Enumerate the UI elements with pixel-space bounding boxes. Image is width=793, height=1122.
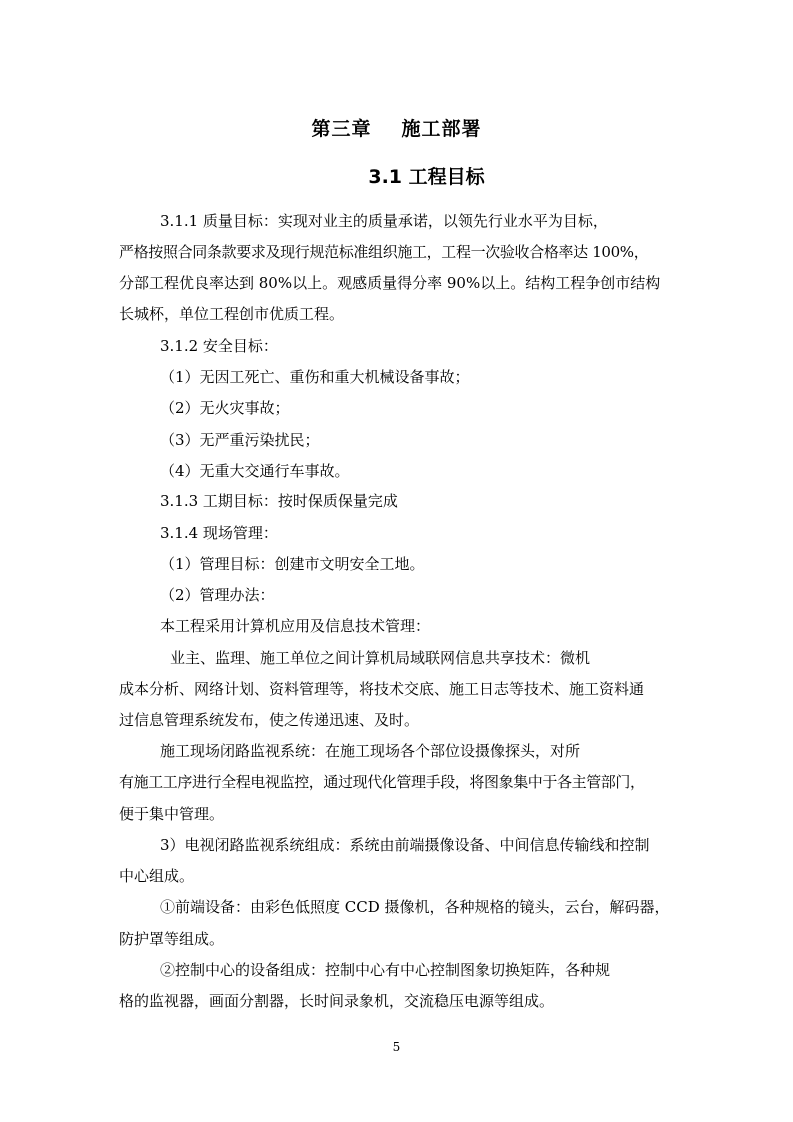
paragraph-line: 中心组成。 [119, 867, 195, 885]
paragraph-line: 长城杯，单位工程创市优质工程。 [119, 305, 345, 323]
chapter-number: 第三章 [311, 118, 372, 140]
paragraph-line: 施工现场闭路监视系统：在施工现场各个部位设摄像探头，对所 [160, 742, 581, 760]
list-item: （1）管理目标：创建市文明安全工地。 [160, 555, 425, 573]
paragraph-line: 严格按照合同条款要求及现行规范标准组织施工，工程一次验收合格率达 100%， [119, 243, 649, 261]
page-number: 5 [392, 1040, 401, 1054]
section-title: 3.1 工程目标 [368, 166, 485, 188]
paragraph-line: 3.1.3 工期目标：按时保质保量完成 [160, 492, 398, 510]
list-item: （1）无因工死亡、重伤和重大机械设备事故； [160, 368, 470, 386]
paragraph-line: 3.1.1 质量目标：实现对业主的质量承诺，以领先行业水平为目标， [160, 212, 608, 230]
paragraph-line: ②控制中心的设备组成：控制中心有中心控制图象切换矩阵，各种规 [160, 961, 611, 979]
paragraph-line: ①前端设备：由彩色低照度 CCD 摄像机，各种规格的镜头，云台，解码器， [160, 898, 670, 916]
list-item: （2）无火灾事故； [160, 399, 290, 417]
list-item: （4）无重大交通行车事故。 [160, 462, 350, 480]
paragraph-line: 过信息管理系统发布，使之传递迅速、及时。 [119, 711, 420, 729]
paragraph-line: 有施工工序进行全程电视监控，通过现代化管理手段，将图象集中于各主管部门， [119, 773, 645, 791]
list-item: （2）管理办法： [160, 586, 275, 604]
paragraph-line: 成本分析、网络计划、资料管理等，将技术交底、施工日志等技术、施工资料通 [119, 680, 645, 698]
paragraph-line: 防护罩等组成。 [119, 930, 225, 948]
paragraph-line: 便于集中管理。 [119, 805, 225, 823]
paragraph-line: 3.1.2 安全目标： [160, 337, 278, 355]
paragraph-line: 分部工程优良率达到 80%以上。观感质量得分率 90%以上。结构工程争创市结构 [119, 274, 661, 292]
paragraph-line: 本工程采用计算机应用及信息技术管理： [160, 617, 431, 635]
chapter-heading [0, 114, 793, 141]
chapter-title: 施工部署 [401, 118, 482, 140]
list-item: （3）无严重污染扰民； [160, 431, 320, 449]
paragraph-line: 3）电视闭路监视系统组成：系统由前端摄像设备、中间信息传输线和控制 [160, 836, 650, 854]
paragraph-line: 3.1.4 现场管理： [160, 524, 278, 542]
paragraph-line: 格的监视器，画面分割器，长时间录象机，交流稳压电源等组成。 [119, 992, 555, 1010]
paragraph-line: 业主、监理、施工单位之间计算机局域联网信息共享技术：微机 [170, 649, 591, 667]
